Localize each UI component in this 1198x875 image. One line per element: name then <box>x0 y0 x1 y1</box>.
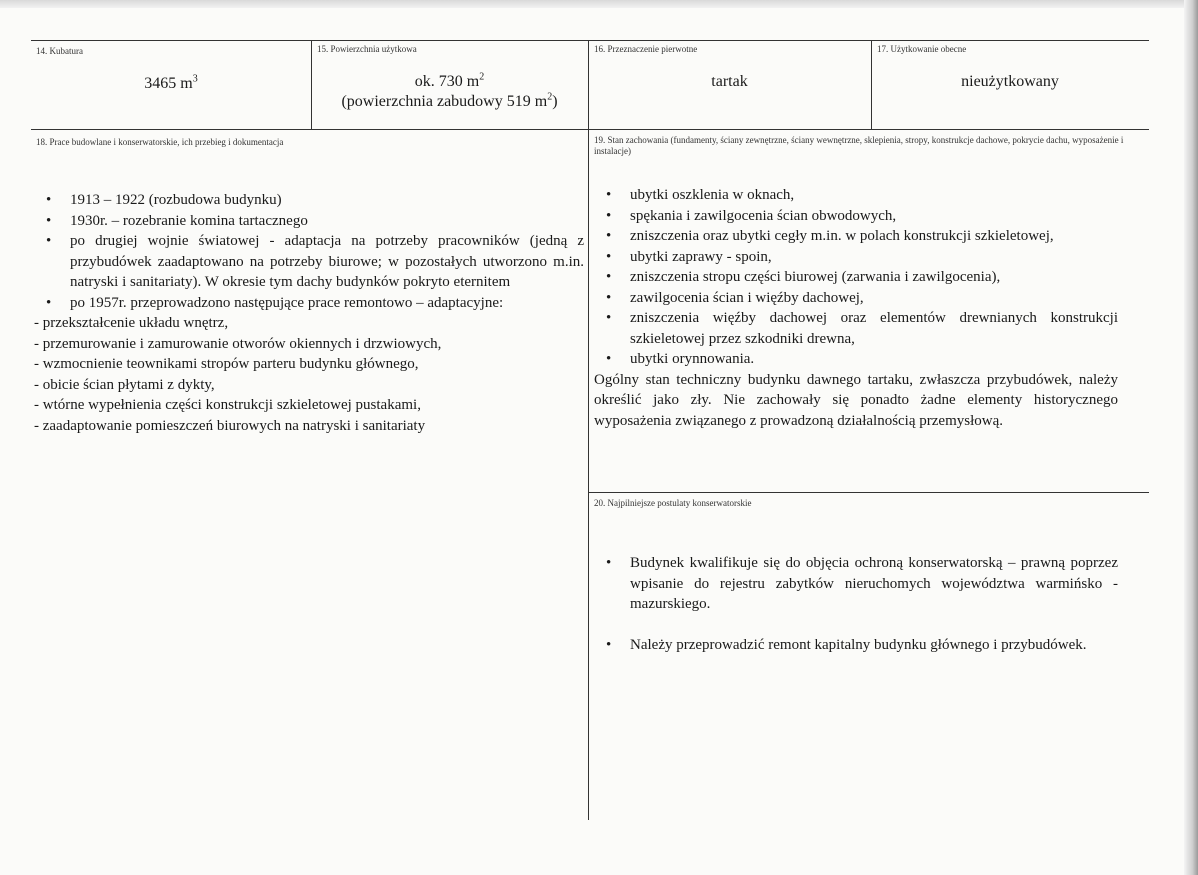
list-item: • Należy przeprowadzić remont kapitalny budynku głównego i przybudówek. <box>594 635 1118 656</box>
powierzchnia-line2: (powierzchnia zabudowy 519 $m^2$) <box>341 91 558 110</box>
list-item: • po drugiej wojnie światowej - adaptacja na potrzeby pracowników (jedną z przybudówek zaadaptowano na potrzeby biurowe; w pozostałych utworzono m.in. natryski i sanitariaty). W okresie tym dachy budynków pokryto eternitem <box>34 231 584 293</box>
list-item: - przemurowanie i zamurowanie otworów okiennych i drzwiowych, <box>34 335 442 352</box>
section18-label: 18. Prace budowlane i konserwatorskie, ich przebieg i dokumentacja <box>36 137 284 147</box>
section19-label: 19. Stan zachowania (fundamenty, ściany zewnętrzne, ściany wewnętrzne, sklepienia, stropy, konstrukcje dachowe, pokrycie dachu, wyposażenie i instalacje) <box>594 135 1124 156</box>
powierzchnia-value <box>311 72 588 112</box>
section20-bullets <box>594 553 1118 655</box>
list-item: • zniszczenia stropu części biurowej (zarwania i zawilgocenia), <box>594 267 1118 288</box>
scan-edge-right <box>1184 0 1198 875</box>
list-item: - przekształcenie układu wnętrz, <box>34 315 229 331</box>
list-item: - wtórne wypełnienia części konstrukcji szkieletowej pustakami, <box>34 397 421 413</box>
section20-content <box>594 553 1118 655</box>
section20-top-rule <box>588 492 1149 493</box>
przeznaczenie-value: tartak <box>711 73 748 90</box>
uzytkowanie-label: 17. Użytkowanie obecne <box>877 44 967 54</box>
list-item: • 1913 – 1922 (rozbudowa budynku) <box>34 190 584 211</box>
kubatura-value: 3465 $m^3$ <box>144 73 198 92</box>
list-item: • Budynek kwalifikuje się do objęcia ochroną konserwatorską – prawną poprzez wpisanie do rejestru zabytków nieruchomych województwa warmińsko - mazurskiego. <box>594 553 1118 615</box>
section18-bullets <box>34 190 584 313</box>
section19-bullets <box>594 185 1118 370</box>
kubatura-label: 14. Kubatura <box>36 46 83 56</box>
section20-label: 20. Najpilniejsze postulaty konserwatorskie <box>594 498 752 508</box>
section19-content <box>594 185 1118 431</box>
list-item: • zniszczenia oraz ubytki cegły m.in. w polach konstrukcji szkieletowej, <box>594 226 1118 247</box>
przeznaczenie-label: 16. Przeznaczenie pierwotne <box>594 44 698 54</box>
list-item: • 1930r. – rozebranie komina tartacznego <box>34 211 584 232</box>
list-item: • ubytki orynnowania. <box>594 349 1118 370</box>
scan-edge-top <box>0 0 1198 8</box>
list-item: - obicie ścian płytami z dykty, <box>34 376 215 393</box>
list-item: • po 1957r. przeprowadzono następujące prace remontowo – adaptacyjne: <box>34 293 584 314</box>
row1-bottom-rule <box>31 129 1149 130</box>
uzytkowanie-value: nieużytkowany <box>961 73 1059 90</box>
section18-content <box>34 190 584 436</box>
list-item: • zawilgocenia ścian i więźby dachowej, <box>594 288 1118 309</box>
section19-summary: Ogólny stan techniczny budynku dawnego tartaku, zwłaszcza przybudówek, należy określić jako zły. Nie zachowały się ponadto żadne elementy historycznego wyposażenia związanego z prowadzoną działalnością przemysłową. <box>594 371 1118 429</box>
list-item: • zniszczenia więźby dachowej oraz elementów drewnianych konstrukcji szkieletowej przez szkodniki drewna, <box>594 308 1118 349</box>
powierzchnia-label: 15. Powierzchnia użytkowa <box>317 44 417 54</box>
col-divider-center <box>588 40 589 820</box>
list-item: - zaadaptowanie pomieszczeń biurowych na natryski i sanitariaty <box>34 417 426 434</box>
list-item: • ubytki zaprawy - spoin, <box>594 247 1118 268</box>
powierzchnia-line1: ok. 730 $m^2$ <box>414 71 485 90</box>
list-item: • spękania i zawilgocenia ścian obwodowych, <box>594 206 1118 227</box>
top-rule <box>31 40 1149 41</box>
list-item: - wzmocnienie teownikami stropów parteru budynku głównego, <box>34 356 419 372</box>
list-item: • ubytki oszklenia w oknach, <box>594 185 1118 206</box>
section18-dash-list <box>34 313 584 436</box>
